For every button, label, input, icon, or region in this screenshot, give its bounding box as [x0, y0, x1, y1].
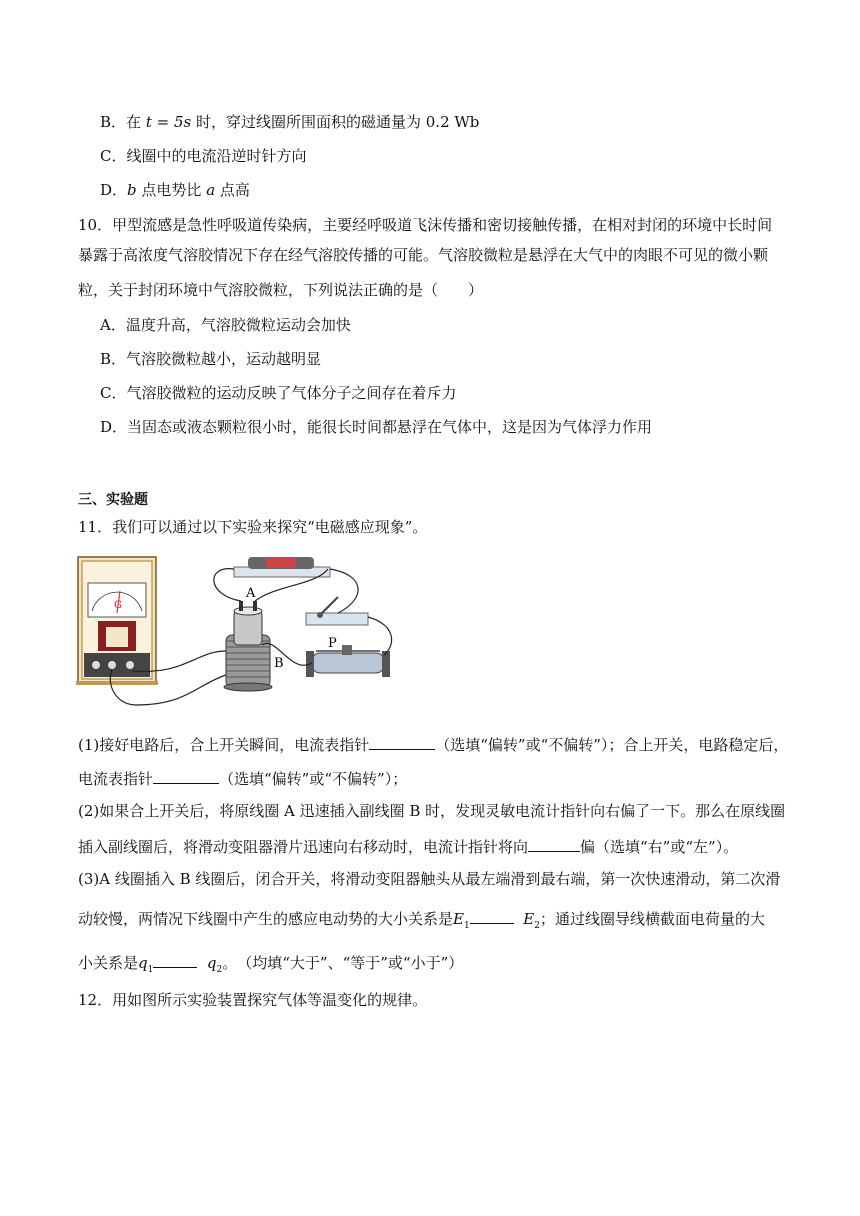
answer-blank-5[interactable]: [153, 951, 197, 968]
switch-icon: [306, 597, 368, 625]
q9-option-b: [100, 112, 479, 132]
q10-stem-line-1: 10．甲型流感是急性呼吸道传染病，主要经呼吸道飞沫传播和密切接触传播，在相对封闭的环境中长时间: [78, 216, 773, 234]
galvanometer-label: G: [114, 600, 122, 611]
q9-option-d-prefix: D．: [100, 181, 128, 199]
symbol-e1: E: [453, 910, 464, 928]
q11-part1-text-a: (1)接好电路后，合上开关瞬间，电流表指针: [78, 736, 370, 754]
q10-option-d: D．当固态或液态颗粒很小时，能很长时间都悬浮在气体中，这是因为气体浮力作用: [100, 418, 653, 436]
q11-stem: 11．我们可以通过以下实验来探究“电磁感应现象”。: [78, 518, 428, 536]
q9-option-b-time: t = 5s: [145, 113, 192, 131]
coil-a-icon: [234, 601, 262, 645]
q11-circuit-figure: [76, 555, 396, 715]
q10-option-c: C．气溶胶微粒的运动反映了气体分子之间存在着斥力: [100, 384, 457, 402]
subscript-1: 1: [463, 921, 470, 931]
q10-stem-line-3: 粒，关于封闭环境中气溶胶微粒，下列说法正确的是（ ）: [78, 281, 484, 299]
q9-option-c: C．线圈中的电流沿逆时针方向: [100, 147, 307, 165]
galvanometer-icon: [76, 557, 158, 685]
q11-part2-line2: [78, 835, 738, 857]
subscript-q2: 2: [216, 965, 223, 975]
q11-part2-line1: (2)如果合上开关后，将原线圈 A 迅速插入副线圈 B 时，发现灵敏电流计指针向右偏了一下。那么在原线圈: [78, 802, 786, 820]
q9-option-d-a: a: [206, 181, 216, 199]
label-b: B: [274, 656, 284, 671]
q11-part1-line1: [78, 733, 788, 755]
label-p: P: [328, 636, 337, 651]
q11-part2-text-b: 偏（选填“右”或“左”）。: [580, 838, 739, 856]
answer-blank-4[interactable]: [470, 907, 514, 924]
q11-part1-text-c: 电流表指针: [78, 770, 154, 788]
symbol-e2: E: [523, 910, 535, 928]
label-a: A: [246, 586, 256, 601]
symbol-q2: q: [206, 954, 217, 972]
q11-part3-text-c: 小关系是: [78, 954, 139, 972]
q11-part3-text-d: 。 （均填“大于”、“等于”或“小于”）: [222, 954, 464, 972]
q11-part3-text-a: 动较慢，两情况下线圈中产生的感应电动势的大小关系是: [78, 910, 454, 928]
answer-blank-3[interactable]: [528, 835, 580, 852]
battery-icon: [234, 557, 330, 577]
q9-option-b-mid: 时，穿过线圈所围面积的磁通量为: [195, 113, 421, 131]
q9-option-b-value: 0.2 Wb: [425, 113, 480, 131]
q11-part1-text-d: （选填“偏转”或“不偏转”）；: [219, 770, 408, 788]
q9-option-b-prefix: B．在: [100, 113, 142, 131]
q10-stem-line-2: 暴露于高浓度气溶胶情况下存在经气溶胶传播的可能。气溶胶微粒是悬浮在大气中的肉眼不可见的微小颗: [78, 246, 769, 264]
answer-blank-1[interactable]: [369, 733, 435, 750]
q12-stem: 12．用如图所示实验装置探究气体等温变化的规律。: [78, 991, 428, 1009]
rheostat-icon: [306, 645, 390, 677]
q11-part3-line2: [78, 907, 765, 936]
subscript-q1: 1: [147, 965, 154, 975]
q11-part2-text-a: 插入副线圈后，将滑动变阻器滑片迅速向右移动时，电流计指针将向: [78, 838, 529, 856]
subscript-2: 2: [534, 921, 540, 931]
symbol-q1: q: [138, 954, 148, 972]
q10-option-b: B．气溶胶微粒越小，运动越明显: [100, 350, 322, 368]
q9-option-d-mid: 点电势比: [136, 181, 207, 199]
q10-option-a: A．温度升高，气溶胶微粒运动会加快: [100, 316, 351, 334]
q11-part1-line2: [78, 767, 407, 789]
q9-option-d: [100, 180, 250, 200]
q11-part3-text-b: ；通过线圈导线横截面电荷量的大: [539, 910, 765, 928]
q9-option-d-suffix: 点高: [215, 181, 250, 199]
q11-part1-text-b: （选填“偏转”或“不偏转”）；合上开关，电路稳定后，: [435, 736, 789, 754]
q11-part3-line3: [78, 951, 463, 980]
q11-part3-line1: (3)A 线圈插入 B 线圈后，闭合开关，将滑动变阻器触头从最左端滑到最右端，第一次快速滑动，第二次滑: [78, 870, 781, 888]
q9-option-d-b: b: [127, 181, 137, 199]
section-heading: 三、实验题: [78, 492, 148, 508]
answer-blank-2[interactable]: [153, 767, 219, 784]
